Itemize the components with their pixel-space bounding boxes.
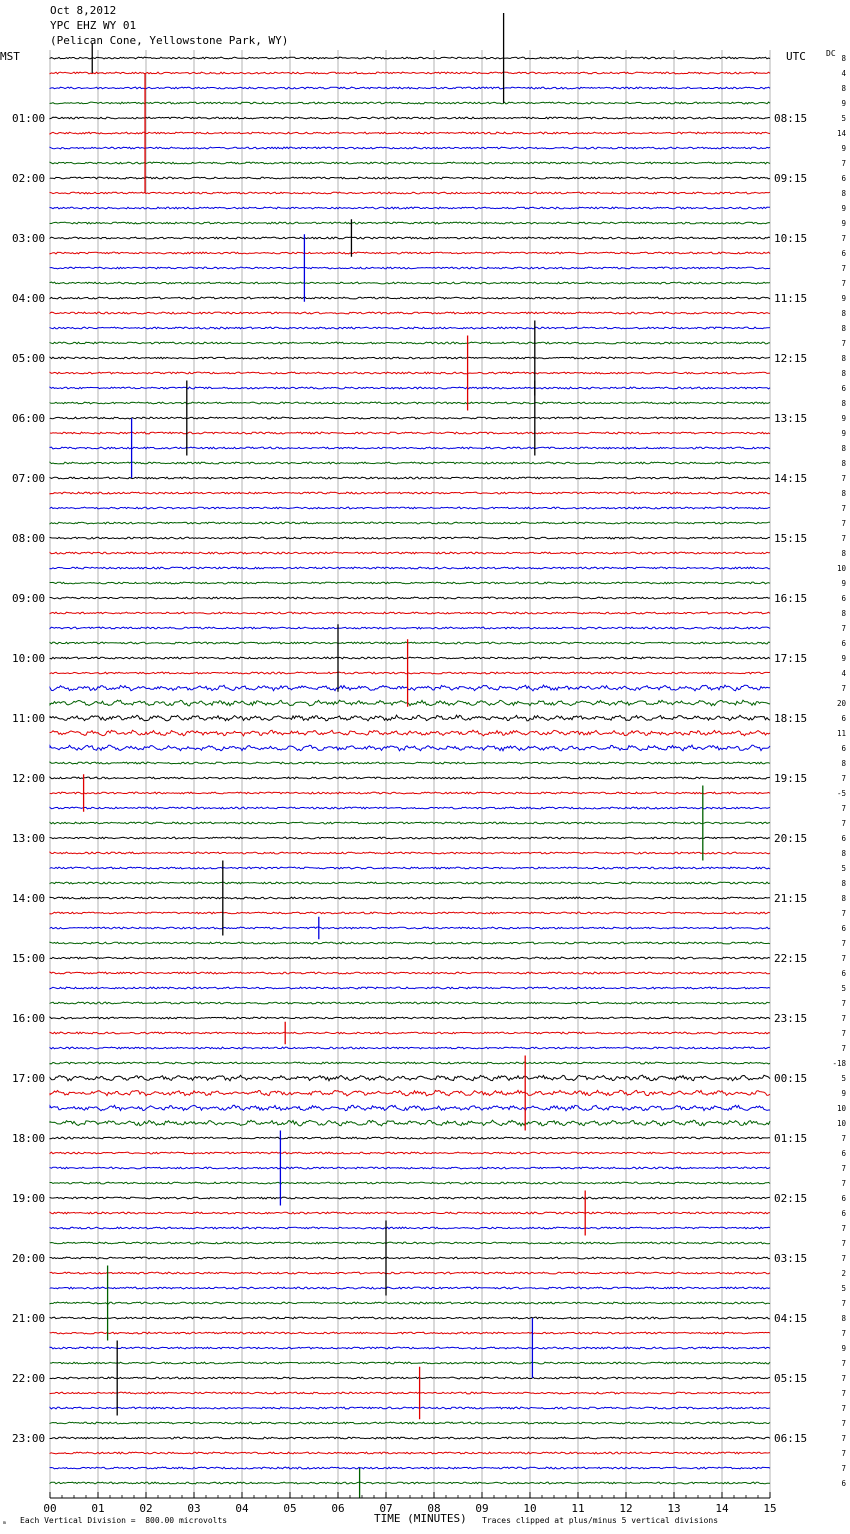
trace-row	[50, 1182, 770, 1184]
trace-row	[50, 657, 770, 659]
utc-hour-label: 13:15	[774, 412, 808, 425]
trace-row	[50, 237, 770, 239]
utc-hour-label: 08:15	[774, 112, 808, 125]
dc-offset-value: 8	[841, 444, 846, 453]
utc-hour-label: 01:15	[774, 1132, 808, 1145]
trace-row	[50, 1287, 770, 1289]
trace-row	[50, 1047, 770, 1049]
utc-hour-label: 15:15	[774, 532, 808, 545]
dc-offset-value: 8	[841, 894, 846, 903]
dc-offset-value: 9	[841, 414, 846, 423]
dc-offset-value: 8	[841, 369, 846, 378]
trace-row	[50, 1137, 770, 1139]
trace-row	[50, 117, 770, 119]
x-tick-label: 03	[187, 1502, 201, 1515]
trace-row	[50, 1272, 770, 1274]
trace-row	[50, 372, 770, 374]
x-tick-label: 15	[763, 1502, 777, 1515]
x-tick-label: 13	[667, 1502, 681, 1515]
right-axis-title: UTC	[786, 50, 806, 63]
dc-offset-value: 7	[841, 534, 846, 543]
trace-row	[50, 282, 770, 284]
dc-offset-value: 10	[836, 1104, 846, 1113]
dc-offset-value: 7	[841, 1179, 846, 1188]
trace-row	[50, 297, 770, 299]
dc-offset-value: 7	[841, 1434, 846, 1443]
dc-offset-value: 6	[841, 174, 846, 183]
utc-hour-label: 00:15	[774, 1072, 808, 1085]
dc-offset-value: 8	[841, 849, 846, 858]
utc-hour-label: 10:15	[774, 232, 808, 245]
header-date: Oct 8,2012	[50, 4, 117, 17]
dc-offset-value: 9	[841, 219, 846, 228]
dc-offset-value: 7	[841, 1239, 846, 1248]
x-tick-label: 04	[235, 1502, 249, 1515]
trace-row	[50, 1392, 770, 1394]
dc-offset-value: 6	[841, 834, 846, 843]
trace-row	[50, 972, 770, 974]
trace-row	[50, 882, 770, 884]
header-location: (Pelican Cone, Yellowstone Park, WY)	[50, 34, 289, 47]
trace-row	[50, 1002, 770, 1004]
trace-row	[50, 1227, 770, 1229]
mst-hour-label: 22:00	[12, 1372, 46, 1385]
utc-hour-label: 09:15	[774, 172, 808, 185]
trace-row	[50, 72, 770, 74]
dc-offset-value: 6	[841, 744, 846, 753]
dc-offset-value: 7	[841, 1164, 846, 1173]
trace-row	[50, 1482, 770, 1484]
trace-row	[50, 1090, 770, 1096]
scale-note: Each Vertical Division = 800.00 microvolts	[20, 1516, 228, 1525]
x-tick-label: 07	[379, 1502, 393, 1515]
trace-row	[50, 822, 770, 824]
trace-row	[50, 312, 770, 314]
trace-row	[50, 267, 770, 269]
trace-row	[50, 912, 770, 914]
trace-row	[50, 792, 770, 794]
dc-offset-value: 9	[841, 294, 846, 303]
mst-hour-label: 15:00	[12, 952, 46, 965]
dc-offset-value: 7	[841, 234, 846, 243]
dc-offset-value: 6	[841, 594, 846, 603]
trace-row	[50, 1317, 770, 1319]
utc-hour-label: 23:15	[774, 1012, 808, 1025]
mst-hour-label: 17:00	[12, 1072, 46, 1085]
trace-row	[50, 1332, 770, 1334]
trace-row	[50, 762, 770, 764]
dc-offset-value: 6	[841, 1149, 846, 1158]
mst-hour-label: 16:00	[12, 1012, 46, 1025]
x-tick-label: 12	[619, 1502, 633, 1515]
trace-row	[50, 1302, 770, 1304]
dc-offset-value: 7	[841, 939, 846, 948]
dc-offset-value: 7	[841, 1449, 846, 1458]
utc-hour-label: 18:15	[774, 712, 808, 725]
mst-hour-label: 01:00	[12, 112, 46, 125]
dc-offset-value: 11	[836, 729, 846, 738]
trace-row	[50, 1062, 770, 1064]
dc-offset-value: 9	[841, 99, 846, 108]
trace-row	[50, 1075, 770, 1081]
utc-hour-label: 20:15	[774, 832, 808, 845]
mst-hour-label: 23:00	[12, 1432, 46, 1445]
mst-hour-label: 13:00	[12, 832, 46, 845]
mst-hour-label: 09:00	[12, 592, 46, 605]
dc-title: DC	[826, 49, 836, 58]
trace-row	[50, 447, 770, 449]
mst-hour-label: 05:00	[12, 352, 46, 365]
mst-hour-label: 20:00	[12, 1252, 46, 1265]
dc-offset-value: -5	[836, 789, 846, 798]
dc-offset-value: 9	[841, 429, 846, 438]
trace-row	[50, 387, 770, 389]
trace-row	[50, 327, 770, 329]
dc-offset-value: 7	[841, 1359, 846, 1368]
trace-row	[50, 627, 770, 629]
dc-offset-value: 9	[841, 579, 846, 588]
dc-offset-value: 7	[841, 1464, 846, 1473]
mst-hour-label: 12:00	[12, 772, 46, 785]
mst-hour-label: 02:00	[12, 172, 46, 185]
dc-offset-value: 9	[841, 144, 846, 153]
trace-row	[50, 342, 770, 344]
mst-hour-label: 07:00	[12, 472, 46, 485]
dc-offset-value: 7	[841, 804, 846, 813]
dc-offset-value: 7	[841, 1224, 846, 1233]
utc-hour-label: 04:15	[774, 1312, 808, 1325]
dc-offset-value: 7	[841, 1254, 846, 1263]
trace-row	[50, 1257, 770, 1259]
dc-offset-value: 8	[841, 399, 846, 408]
left-axis-title: MST	[0, 50, 20, 63]
dc-offset-value: 5	[841, 984, 846, 993]
mst-hour-label: 19:00	[12, 1192, 46, 1205]
trace-row	[50, 685, 770, 691]
dc-offset-value: 8	[841, 609, 846, 618]
trace-row	[50, 492, 770, 494]
trace-row	[50, 402, 770, 404]
x-tick-label: 05	[283, 1502, 297, 1515]
dc-offset-value: 7	[841, 264, 846, 273]
corner-mark: ₘ	[2, 1517, 7, 1526]
utc-hour-label: 11:15	[774, 292, 808, 305]
trace-row	[50, 612, 770, 614]
utc-hour-label: 17:15	[774, 652, 808, 665]
dc-offset-value: 7	[841, 1404, 846, 1413]
x-tick-label: 10	[523, 1502, 537, 1515]
trace-row	[50, 957, 770, 959]
header-station: YPC EHZ WY 01	[50, 19, 137, 32]
dc-offset-value: 6	[841, 1194, 846, 1203]
trace-row	[50, 357, 770, 359]
utc-hour-label: 22:15	[774, 952, 808, 965]
dc-offset-value: 7	[841, 684, 846, 693]
dc-offset-value: 7	[841, 1374, 846, 1383]
trace-row	[50, 1120, 770, 1126]
dc-offset-value: 7	[841, 1014, 846, 1023]
x-tick-label: 00	[43, 1502, 57, 1515]
dc-offset-value: 7	[841, 159, 846, 168]
utc-hour-label: 14:15	[774, 472, 808, 485]
trace-row	[50, 672, 770, 674]
dc-offset-value: 7	[841, 1134, 846, 1143]
trace-row	[50, 715, 770, 721]
trace-row	[50, 897, 770, 899]
dc-offset-value: 8	[841, 309, 846, 318]
dc-offset-value: 4	[841, 69, 846, 78]
dc-offset-value: 7	[841, 954, 846, 963]
trace-row	[50, 207, 770, 209]
trace-row	[50, 567, 770, 569]
trace-row	[50, 252, 770, 254]
trace-row	[50, 462, 770, 464]
trace-row	[50, 1032, 770, 1034]
dc-offset-value: 7	[841, 504, 846, 513]
mst-hour-label: 10:00	[12, 652, 46, 665]
utc-hour-label: 05:15	[774, 1372, 808, 1385]
trace-row	[50, 730, 770, 736]
dc-offset-value: 5	[841, 114, 846, 123]
dc-offset-value: 9	[841, 1344, 846, 1353]
trace-row	[50, 777, 770, 779]
trace-row	[50, 1407, 770, 1409]
dc-offset-value: 8	[841, 489, 846, 498]
dc-offset-value: 7	[841, 1419, 846, 1428]
dc-offset-value: 6	[841, 639, 846, 648]
dc-offset-value: 6	[841, 384, 846, 393]
trace-row	[50, 1347, 770, 1349]
dc-offset-value: 6	[841, 924, 846, 933]
mst-hour-label: 11:00	[12, 712, 46, 725]
dc-offset-value: 7	[841, 474, 846, 483]
dc-offset-value: 7	[841, 1044, 846, 1053]
trace-row	[50, 867, 770, 869]
utc-hour-label: 06:15	[774, 1432, 808, 1445]
dc-offset-value: 7	[841, 1389, 846, 1398]
trace-row	[50, 192, 770, 194]
x-tick-label: 09	[475, 1502, 489, 1515]
trace-row	[50, 1212, 770, 1214]
x-tick-label: 02	[139, 1502, 153, 1515]
dc-offset-value: 8	[841, 324, 846, 333]
utc-hour-label: 21:15	[774, 892, 808, 905]
dc-offset-value: 10	[836, 1119, 846, 1128]
x-tick-label: 11	[571, 1502, 585, 1515]
trace-row	[50, 522, 770, 524]
dc-offset-value: 8	[841, 354, 846, 363]
trace-row	[50, 1362, 770, 1364]
trace-row	[50, 1197, 770, 1199]
trace-row	[50, 1242, 770, 1244]
trace-row	[50, 1017, 770, 1019]
trace-row	[50, 432, 770, 434]
dc-offset-value: 10	[836, 564, 846, 573]
trace-row	[50, 87, 770, 89]
dc-offset-value: 8	[841, 879, 846, 888]
trace-row	[50, 642, 770, 644]
dc-offset-value: 8	[841, 84, 846, 93]
dc-offset-value: 7	[841, 624, 846, 633]
dc-offset-value: 7	[841, 909, 846, 918]
dc-offset-value: 9	[841, 1089, 846, 1098]
trace-row	[50, 582, 770, 584]
dc-offset-value: 7	[841, 819, 846, 828]
dc-offset-value: 8	[841, 549, 846, 558]
utc-hour-label: 12:15	[774, 352, 808, 365]
trace-row	[50, 147, 770, 149]
dc-offset-value: 14	[836, 129, 846, 138]
trace-row	[50, 597, 770, 599]
trace-row	[50, 807, 770, 809]
trace-row	[50, 507, 770, 509]
mst-hour-label: 21:00	[12, 1312, 46, 1325]
trace-row	[50, 102, 770, 104]
trace-row	[50, 700, 770, 706]
trace-row	[50, 1105, 770, 1111]
dc-offset-value: 5	[841, 1284, 846, 1293]
trace-row	[50, 162, 770, 164]
mst-hour-label: 04:00	[12, 292, 46, 305]
utc-hour-label: 03:15	[774, 1252, 808, 1265]
mst-hour-label: 14:00	[12, 892, 46, 905]
dc-offset-value: 5	[841, 864, 846, 873]
dc-offset-value: 6	[841, 969, 846, 978]
dc-offset-value: 7	[841, 279, 846, 288]
trace-row	[50, 177, 770, 179]
dc-offset-value: -18	[832, 1059, 846, 1068]
dc-offset-value: 7	[841, 519, 846, 528]
trace-row	[50, 417, 770, 419]
dc-offset-value: 9	[841, 204, 846, 213]
dc-offset-value: 7	[841, 1029, 846, 1038]
trace-row	[50, 1167, 770, 1169]
trace-row	[50, 942, 770, 944]
trace-row	[50, 837, 770, 839]
dc-offset-value: 7	[841, 339, 846, 348]
dc-offset-value: 20	[836, 699, 846, 708]
utc-hour-label: 19:15	[774, 772, 808, 785]
trace-row	[50, 1377, 770, 1379]
mst-hour-label: 18:00	[12, 1132, 46, 1145]
utc-hour-label: 16:15	[774, 592, 808, 605]
dc-offset-value: 9	[841, 654, 846, 663]
mst-hour-label: 03:00	[12, 232, 46, 245]
dc-offset-value: 8	[841, 459, 846, 468]
x-axis-title: TIME (MINUTES)	[374, 1512, 467, 1525]
x-tick-label: 06	[331, 1502, 345, 1515]
x-tick-label: 08	[427, 1502, 441, 1515]
dc-offset-value: 7	[841, 999, 846, 1008]
trace-row	[50, 1422, 770, 1424]
dc-offset-value: 6	[841, 1479, 846, 1488]
trace-row	[50, 1437, 770, 1439]
trace-row	[50, 57, 770, 59]
trace-row	[50, 745, 770, 751]
dc-offset-value: 4	[841, 669, 846, 678]
dc-offset-value: 6	[841, 714, 846, 723]
trace-row	[50, 477, 770, 479]
trace-row	[50, 1467, 770, 1469]
dc-offset-value: 2	[841, 1269, 846, 1278]
mst-hour-label: 06:00	[12, 412, 46, 425]
dc-offset-value: 8	[841, 189, 846, 198]
trace-row	[50, 222, 770, 224]
dc-offset-value: 6	[841, 1209, 846, 1218]
dc-offset-value: 5	[841, 1074, 846, 1083]
dc-offset-value: 7	[841, 774, 846, 783]
dc-offset-value: 6	[841, 249, 846, 258]
trace-row	[50, 927, 770, 929]
dc-offset-value: 7	[841, 1299, 846, 1308]
utc-hour-label: 02:15	[774, 1192, 808, 1205]
trace-row	[50, 1152, 770, 1154]
trace-row	[50, 132, 770, 134]
trace-row	[50, 987, 770, 989]
x-tick-label: 14	[715, 1502, 729, 1515]
dc-offset-value: 8	[841, 759, 846, 768]
x-tick-label: 01	[91, 1502, 105, 1515]
trace-row	[50, 852, 770, 854]
mst-hour-label: 08:00	[12, 532, 46, 545]
trace-row	[50, 552, 770, 554]
dc-offset-value: 7	[841, 1329, 846, 1338]
clip-note: Traces clipped at plus/minus 5 vertical divisions	[482, 1516, 719, 1525]
trace-row	[50, 1452, 770, 1454]
dc-offset-value: 8	[841, 54, 846, 63]
dc-offset-value: 8	[841, 1314, 846, 1323]
trace-row	[50, 537, 770, 539]
